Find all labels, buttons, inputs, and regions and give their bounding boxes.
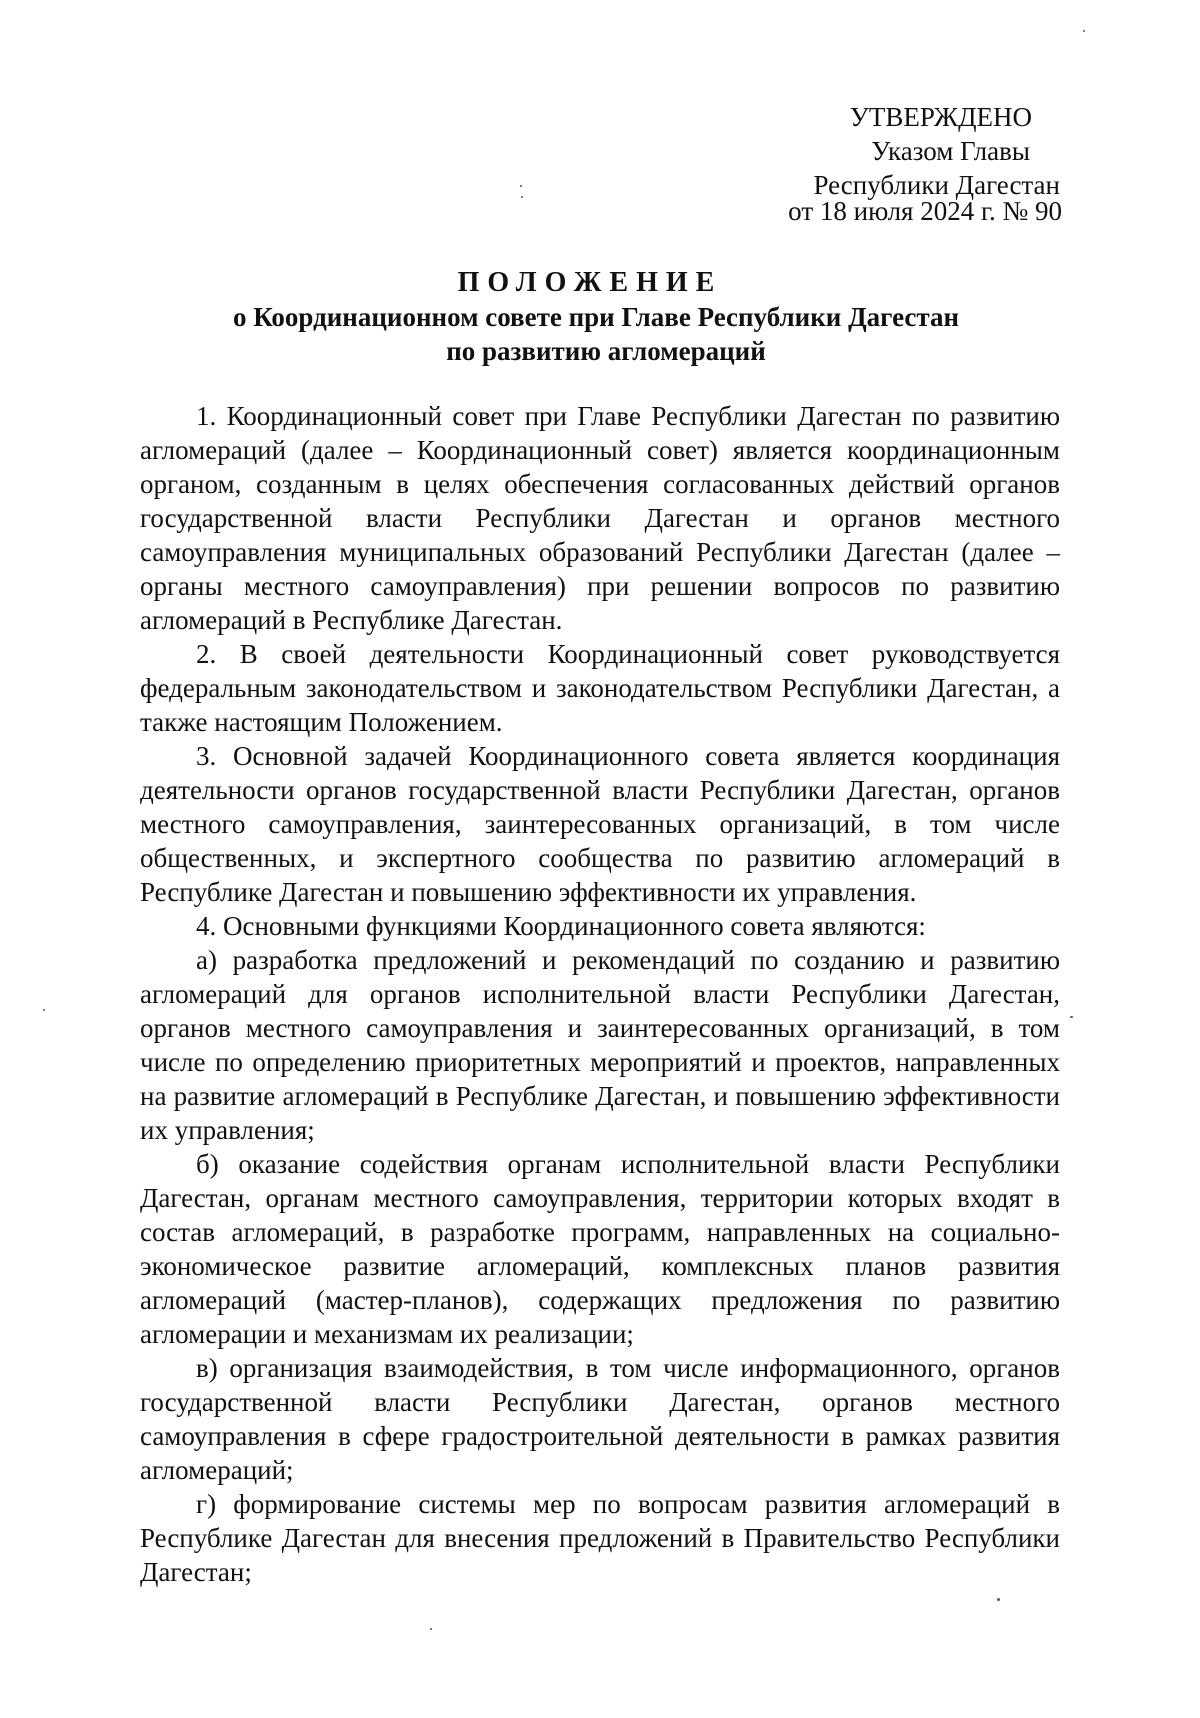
paragraph-3: 3. Основной задачей Координационного совета является координация деятельности органов государственной власти Республики Дагестан, органов местного самоуправления, заинтересованных организаций, в том числе общественных, и экспертного сообщества по развитию агломераций в Республике Дагестан и повышению эффективности их управления. — [140, 741, 1060, 907]
title-subtitle-1: о Координационном совете при Главе Республики Дагестан — [232, 302, 960, 332]
document-title — [0, 266, 1200, 368]
title-subtitle-2: по развитию агломераций — [446, 336, 766, 366]
scan-speck — [520, 185, 522, 187]
scan-speck — [521, 196, 523, 198]
scan-speck — [997, 1598, 1000, 1601]
scan-speck — [430, 1628, 432, 1630]
approval-line-date: от 18 июля 2024 г. № 90 — [788, 196, 1062, 226]
paragraph-4d: г) формирование системы мер по вопросам развития агломераций в Республике Дагестан для внесения предложений в Правительство Республики Дагестан; — [140, 1489, 1060, 1587]
paragraph-4b: б) оказание содействия органам исполнительной власти Республики Дагестан, органам местного самоуправления, территории которых входят в состав агломераций, в разработке программ, направленных на социально-экономическое развитие агломераций, комплексных планов развития агломераций (мастер-планов), содержащих предложения по развитию агломерации и механизмам их реализации; — [140, 1149, 1060, 1349]
approval-line-republic: Республики Дагестан — [813, 170, 1060, 200]
paragraph-4c: в) организация взаимодействия, в том числе информационного, органов государственной власти Республики Дагестан, органов местного самоуправления в сфере градостроительной деятельности в рамках развития агломераций; — [140, 1353, 1060, 1485]
scan-speck — [1070, 1016, 1073, 1018]
paragraph-2: 2. В своей деятельности Координационный совет руководствуется федеральным законодательством и законодательством Республики Дагестан, а также настоящим Положением. — [140, 639, 1060, 737]
scan-speck — [1083, 30, 1085, 32]
paragraph-1: 1. Координационный совет при Главе Республики Дагестан по развитию агломераций (далее – Координационный совет) является координационным органом, созданным в целях обеспечения согласованных действий органов государственной власти Республики Дагестан и органов местного самоуправления муниципальных образований Республики Дагестан (далее – органы местного самоуправления) при решении вопросов по развитию агломераций в Республике Дагестан. — [140, 401, 1060, 635]
paragraph-4: 4. Основными функциями Координационного совета являются: — [196, 911, 926, 941]
approval-stamp — [788, 100, 1062, 228]
approval-line-decree: Указом Главы — [871, 136, 1030, 166]
document-body — [140, 399, 1060, 1589]
title-heading: ПОЛОЖЕНИЕ — [457, 267, 723, 298]
approval-line-approved: УТВЕРЖДЕНО — [849, 102, 1032, 132]
paragraph-4a: а) разработка предложений и рекомендаций по созданию и развитию агломераций для органов исполнительной власти Республики Дагестан, органов местного самоуправления и заинтересованных организаций, в том числе по определению приоритетных мероприятий и проектов, направленных на развитие агломераций в Республике Дагестан, и повышению эффективности их управления; — [140, 945, 1060, 1145]
scan-speck — [43, 1009, 45, 1011]
